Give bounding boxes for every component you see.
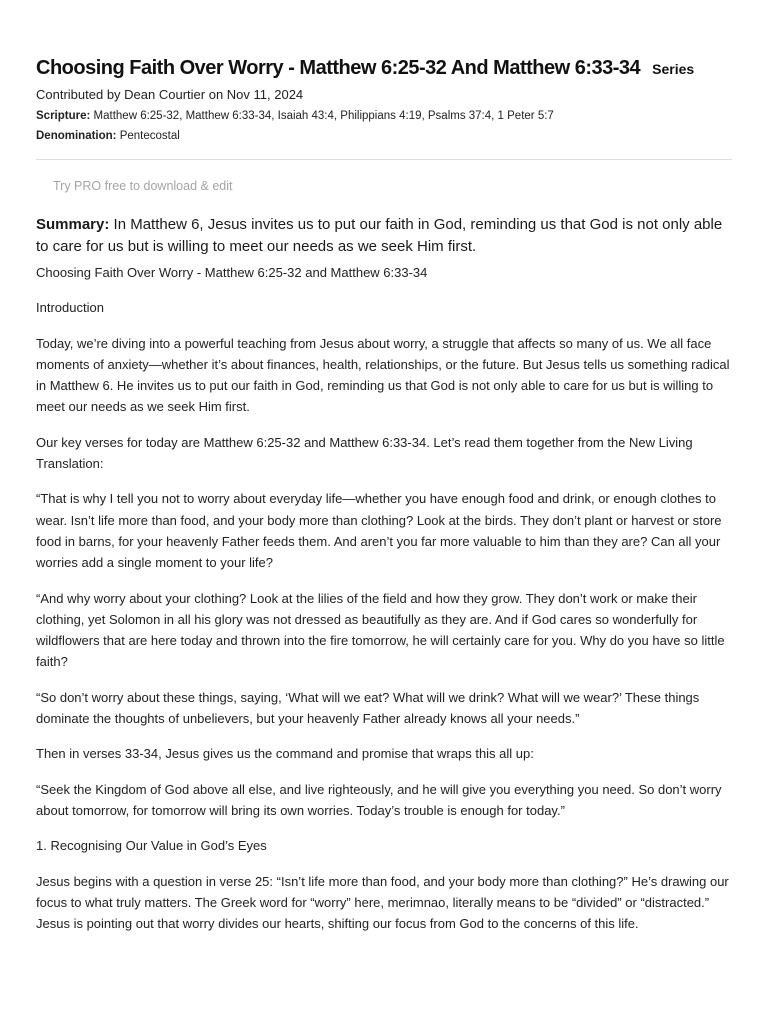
scripture-row [36, 109, 732, 123]
body-paragraph: Introduction [36, 300, 104, 316]
body-paragraph: “That is why I tell you not to worry about everyday life—whether you have enough food and drink, or enough clothes to wear. Isn’t life more than food, and your body more than clothing? Look at the birds. They don’t plant or harvest or store food in barns, for your heavenly Father feeds them. And aren’t you far more valuable to him than they are? Can all your worries add a single moment to your life? [36, 491, 722, 571]
date-prefix: on [205, 87, 227, 102]
body-paragraph: Today, we’re diving into a powerful teaching from Jesus about worry, a struggle that affects so many of us. We all face moments of anxiety—whether it’s about finances, health, relationships, or the future. But Jesus tells us something radical in Matthew 6. He invites us to put our faith in God, reminding us that God is not only able to care for us but is willing to meet our needs as we seek Him first. [36, 335, 730, 415]
scripture-list[interactable]: Matthew 6:25-32, Matthew 6:33-34, Isaiah 43:4, Philippians 4:19, Psalms 37:4, 1 Peter 5:7 [93, 110, 554, 122]
denomination-row [36, 129, 732, 143]
sermon-body [36, 262, 732, 934]
body-paragraph: Choosing Faith Over Worry - Matthew 6:25-32 and Matthew 6:33-34 [36, 265, 428, 280]
sermon-summary [36, 214, 732, 258]
series-link[interactable]: Series [652, 61, 695, 77]
try-pro-link[interactable]: Try PRO free to download & edit [53, 179, 233, 193]
page-title: Choosing Faith Over Worry - Matthew 6:25-32 And Matthew 6:33-34 [36, 57, 641, 79]
author-link[interactable]: Dean Courtier [124, 87, 206, 102]
summary-text: In Matthew 6, Jesus invites us to put our faith in God, reminding us that God is not only able to care for us but is willing to meet our needs as we seek Him first. [36, 216, 723, 255]
body-paragraph: “And why worry about your clothing? Look at the lilies of the field and how they grow. They don’t work or make their clothing, yet Solomon in all his glory was not dressed as beautifully as they are. And if God cares so wonderfully for wildflowers that are here today and thrown into the fire tomorrow, he will certainly care for you. Why do you have so little faith? [36, 590, 725, 670]
publish-date: Nov 11, 2024 [226, 87, 304, 102]
denomination-label: Denomination: [36, 130, 117, 142]
header-divider [36, 159, 732, 160]
contributor-line [36, 87, 732, 103]
body-paragraph: Then in verses 33-34, Jesus gives us the command and promise that wraps this all up: [36, 746, 534, 762]
body-paragraph: Jesus begins with a question in verse 25: “Isn’t life more than food, and your body more than clothing?” He’s drawing our focus to what truly matters. The Greek word for “worry” here, merimnao, literally means to be “divided” or “distracted.” Jesus is pointing out that worry divides our hearts, shifting our focus from God to the concerns of this life. [36, 873, 729, 932]
denomination-value[interactable]: Pentecostal [119, 130, 180, 142]
scripture-label: Scripture: [36, 110, 91, 122]
body-paragraph: Our key verses for today are Matthew 6:25-32 and Matthew 6:33-34. Let’s read them together from the New Living Translation: [36, 434, 693, 472]
title-row [36, 57, 732, 80]
sermon-header [36, 0, 732, 160]
summary-label: Summary: [36, 216, 110, 233]
body-paragraph: “So don’t worry about these things, saying, ‘What will we eat? What will we drink? What will we wear?’ These things dominate the thoughts of unbelievers, but your heavenly Father already knows all your needs.” [36, 689, 700, 727]
body-paragraph: “Seek the Kingdom of God above all else, and live righteously, and he will give you everything you need. So don’t worry about tomorrow, for tomorrow will bring its own worries. Today’s trouble is enough for today.” [36, 781, 722, 818]
contributed-prefix: Contributed by [36, 87, 125, 102]
body-paragraph: 1. Recognising Our Value in God’s Eyes [36, 838, 267, 854]
